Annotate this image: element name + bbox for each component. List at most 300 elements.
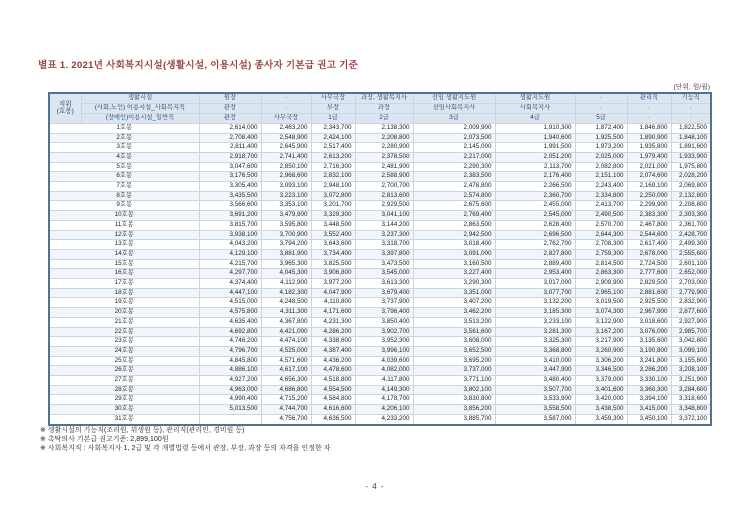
salary-cell: 3,284,600	[671, 385, 711, 395]
salary-cell: 2,678,000	[627, 249, 671, 259]
salary-cell: 2,929,500	[355, 201, 413, 211]
salary-cell: 3,018,600	[627, 317, 671, 327]
column-header: 1급	[311, 113, 355, 123]
salary-cell: 2,614,000	[199, 123, 261, 133]
grade-cell: 10호봉	[49, 211, 199, 221]
salary-cell: 3,167,200	[575, 327, 627, 337]
corner-position-grade: 직위 (호봉)	[49, 93, 81, 123]
column-header: 3급	[413, 113, 495, 123]
salary-cell: 3,587,000	[495, 414, 575, 424]
salary-cell: 3,695,200	[413, 356, 495, 366]
salary-cell: 3,561,600	[413, 327, 495, 337]
salary-cell: 3,155,800	[671, 356, 711, 366]
salary-cell: 3,462,200	[413, 308, 495, 318]
salary-cell: 3,952,300	[355, 337, 413, 347]
salary-cell: 2,863,500	[413, 220, 495, 230]
salary-cell: 2,378,500	[355, 152, 413, 162]
grade-cell: 25호봉	[49, 356, 199, 366]
column-header: 원장	[199, 93, 261, 103]
grade-cell: 26호봉	[49, 366, 199, 376]
salary-cell: 3,856,200	[413, 405, 495, 415]
salary-cell: 2,570,700	[575, 220, 627, 230]
salary-cell: 3,241,800	[627, 356, 671, 366]
salary-cell: 4,182,300	[261, 288, 311, 298]
table-row	[49, 385, 711, 395]
salary-cell: 2,428,700	[671, 230, 711, 240]
row-group-label: (장애인)이용시설_일반직	[81, 113, 199, 123]
salary-cell: 3,122,900	[575, 317, 627, 327]
salary-cell: 2,250,000	[627, 191, 671, 201]
grade-cell: 18호봉	[49, 288, 199, 298]
salary-cell: 3,190,800	[627, 346, 671, 356]
salary-cell: 2,675,600	[413, 201, 495, 211]
salary-cell: 2,645,900	[261, 143, 311, 153]
salary-cell: 3,019,500	[575, 298, 627, 308]
salary-table-header	[49, 93, 711, 123]
salary-cell: 4,171,600	[311, 308, 355, 318]
salary-cell: 2,829,500	[627, 279, 671, 289]
salary-cell: 3,410,000	[495, 356, 575, 366]
table-row	[49, 133, 711, 143]
grade-cell: 12호봉	[49, 230, 199, 240]
table-row	[49, 337, 711, 347]
salary-cell: 3,885,700	[413, 414, 495, 424]
salary-cell: 3,401,600	[575, 385, 627, 395]
salary-cell: 3,595,800	[261, 220, 311, 230]
salary-cell: 2,948,100	[311, 182, 355, 192]
salary-cell: 3,977,200	[311, 279, 355, 289]
salary-cell: 3,208,100	[671, 366, 711, 376]
salary-cell: 4,571,600	[261, 356, 311, 366]
table-row	[49, 327, 711, 337]
salary-cell: 4,117,800	[355, 376, 413, 386]
salary-cell: 2,478,800	[413, 182, 495, 192]
salary-cell: 4,374,400	[199, 279, 261, 289]
salary-cell: 2,918,700	[199, 152, 261, 162]
salary-cell: 2,208,800	[671, 201, 711, 211]
salary-cell: 2,769,400	[413, 211, 495, 221]
column-header: 선임사회복지사	[413, 103, 495, 113]
salary-cell: 2,490,500	[575, 211, 627, 221]
salary-cell: 2,832,100	[311, 172, 355, 182]
table-row	[49, 201, 711, 211]
table-row	[49, 376, 711, 386]
salary-cell: 3,318,600	[671, 395, 711, 405]
salary-cell: 3,552,400	[311, 230, 355, 240]
salary-cell: 3,513,200	[413, 317, 495, 327]
salary-cell: 2,555,600	[671, 249, 711, 259]
salary-cell: 2,927,900	[671, 317, 711, 327]
grade-cell: 17호봉	[49, 279, 199, 289]
grade-cell: 2호봉	[49, 133, 199, 143]
salary-cell: 3,815,700	[199, 220, 261, 230]
salary-cell	[199, 414, 261, 424]
column-header: 사회복지사	[495, 103, 575, 113]
salary-cell: 3,379,000	[575, 376, 627, 386]
grade-cell: 13호봉	[49, 240, 199, 250]
salary-cell: 2,617,400	[627, 240, 671, 250]
salary-cell: 1,872,400	[575, 123, 627, 133]
column-header: 사무국장	[261, 113, 311, 123]
salary-cell: 3,459,300	[575, 414, 627, 424]
salary-cell: 2,762,700	[495, 240, 575, 250]
salary-cell: 4,110,800	[311, 298, 355, 308]
salary-cell: 3,077,700	[495, 288, 575, 298]
column-header: ·	[671, 113, 711, 123]
salary-cell: 2,716,300	[311, 162, 355, 172]
salary-cell: 3,435,500	[199, 191, 261, 201]
table-row	[49, 317, 711, 327]
salary-cell: 2,814,500	[575, 259, 627, 269]
salary-cell: 3,074,300	[575, 308, 627, 318]
salary-cell: 1,925,500	[575, 133, 627, 143]
page-number: - 4 -	[365, 482, 385, 491]
salary-cell: 3,480,400	[495, 376, 575, 386]
salary-cell: 2,708,400	[199, 133, 261, 143]
salary-cell: 2,811,400	[199, 143, 261, 153]
salary-cell: 2,217,000	[413, 152, 495, 162]
salary-cell: 2,151,100	[575, 172, 627, 182]
grade-cell: 23호봉	[49, 337, 199, 347]
salary-cell: 4,845,800	[199, 356, 261, 366]
table-row	[49, 269, 711, 279]
salary-cell: 3,881,900	[261, 249, 311, 259]
salary-cell: 3,965,300	[261, 259, 311, 269]
salary-cell: 2,741,400	[261, 152, 311, 162]
salary-cell: 3,450,100	[627, 414, 671, 424]
salary-cell: 3,260,900	[575, 346, 627, 356]
salary-cell: 3,652,500	[413, 346, 495, 356]
grade-cell: 8호봉	[49, 191, 199, 201]
salary-cell: 4,387,400	[311, 346, 355, 356]
salary-cell: 2,708,300	[575, 240, 627, 250]
salary-cell: 4,043,200	[199, 240, 261, 250]
salary-cell: 3,533,900	[495, 395, 575, 405]
salary-cell: 2,145,000	[413, 143, 495, 153]
salary-cell: 3,348,800	[671, 405, 711, 415]
table-row	[49, 249, 711, 259]
salary-cell: 3,700,900	[261, 230, 311, 240]
salary-cell: 3,448,500	[311, 220, 355, 230]
salary-cell: 2,953,400	[495, 269, 575, 279]
table-row	[49, 259, 711, 269]
salary-cell: 2,985,700	[671, 327, 711, 337]
salary-cell: 3,091,000	[413, 249, 495, 259]
salary-cell: 3,802,100	[413, 385, 495, 395]
grade-cell: 7호봉	[49, 182, 199, 192]
salary-cell: 2,588,900	[355, 172, 413, 182]
salary-cell: 4,215,700	[199, 259, 261, 269]
grade-cell: 3호봉	[49, 143, 199, 153]
salary-cell: 3,643,600	[311, 240, 355, 250]
salary-cell: 2,073,500	[413, 133, 495, 143]
salary-cell: 2,863,300	[575, 269, 627, 279]
salary-cell: 3,830,800	[413, 395, 495, 405]
column-header: ·	[261, 103, 311, 113]
salary-cell: 4,248,500	[261, 298, 311, 308]
salary-cell: 4,525,000	[261, 346, 311, 356]
salary-cell: 2,724,500	[627, 259, 671, 269]
grade-cell: 31호봉	[49, 414, 199, 424]
salary-cell: 3,132,200	[495, 298, 575, 308]
salary-cell: 3,825,500	[311, 259, 355, 269]
footnote: ※ 사회복지직 : 사회복지사 1, 2급 및 각 개별법령 등에서 관장, 부장, 과장 등의 자격을 인정한 자	[40, 444, 331, 452]
salary-cell: 3,329,300	[311, 211, 355, 221]
salary-cell: 2,700,700	[355, 182, 413, 192]
salary-cell: 3,372,100	[671, 414, 711, 424]
salary-table	[48, 92, 712, 426]
salary-cell: 2,138,300	[355, 123, 413, 133]
column-header: ·	[627, 113, 671, 123]
grade-cell: 30호봉	[49, 405, 199, 415]
salary-cell: 2,517,400	[311, 143, 355, 153]
salary-cell: 2,383,500	[413, 172, 495, 182]
salary-cell: 2,613,200	[311, 152, 355, 162]
salary-cell: 3,545,000	[355, 269, 413, 279]
salary-cell: 2,779,900	[671, 288, 711, 298]
column-header: 생활지도원	[495, 93, 575, 103]
footnote: ※ 촉탁의사 기본급 권고기준: 2,899,100원	[40, 435, 169, 443]
salary-cell: 4,129,100	[199, 249, 261, 259]
salary-cell: 3,447,900	[495, 366, 575, 376]
salary-cell: 4,338,600	[311, 337, 355, 347]
table-row	[49, 143, 711, 153]
salary-cell: 3,306,200	[575, 356, 627, 366]
salary-cell: 4,045,300	[261, 269, 311, 279]
salary-cell: 3,346,500	[575, 366, 627, 376]
grade-cell: 16호봉	[49, 269, 199, 279]
salary-cell: 4,421,000	[261, 327, 311, 337]
salary-cell: 1,973,200	[575, 143, 627, 153]
column-header: 관리직	[627, 93, 671, 103]
footnotes	[40, 427, 331, 453]
table-row	[49, 308, 711, 318]
salary-cell: 3,902,700	[355, 327, 413, 337]
grade-cell: 5호봉	[49, 162, 199, 172]
grade-cell: 21호봉	[49, 317, 199, 327]
salary-cell: 3,415,000	[627, 405, 671, 415]
salary-cell: 3,394,100	[627, 395, 671, 405]
salary-cell: 2,069,800	[671, 182, 711, 192]
salary-cell: 2,967,900	[627, 308, 671, 318]
salary-cell: 3,018,400	[413, 240, 495, 250]
salary-cell: 4,206,100	[355, 405, 413, 415]
salary-cell: 2,266,500	[495, 182, 575, 192]
grade-cell: 19호봉	[49, 298, 199, 308]
column-header: 과장	[355, 103, 413, 113]
table-row	[49, 172, 711, 182]
salary-cell: 3,438,500	[575, 405, 627, 415]
salary-cell: 2,243,400	[575, 182, 627, 192]
table-row	[49, 211, 711, 221]
column-header: 관장	[199, 113, 261, 123]
salary-cell: 2,025,000	[575, 152, 627, 162]
salary-cell: 3,227,400	[413, 269, 495, 279]
salary-cell: 1,979,400	[627, 152, 671, 162]
salary-cell: 3,185,300	[495, 308, 575, 318]
salary-cell: 4,692,800	[199, 327, 261, 337]
salary-cell: 1,975,800	[671, 162, 711, 172]
salary-cell: 3,558,500	[495, 405, 575, 415]
grade-cell: 4호봉	[49, 152, 199, 162]
salary-cell: 2,169,100	[627, 182, 671, 192]
salary-cell: 3,281,300	[495, 327, 575, 337]
salary-cell: 4,149,300	[355, 385, 413, 395]
salary-cell: 2,299,900	[627, 201, 671, 211]
salary-cell: 2,424,100	[311, 133, 355, 143]
salary-cell: 3,737,000	[413, 366, 495, 376]
salary-cell: 3,691,200	[199, 211, 261, 221]
table-row	[49, 220, 711, 230]
table-row	[49, 191, 711, 201]
salary-cell: 3,407,200	[413, 298, 495, 308]
salary-cell: 3,938,100	[199, 230, 261, 240]
salary-cell: 3,420,000	[575, 395, 627, 405]
salary-cell: 2,965,100	[575, 288, 627, 298]
table-row	[49, 414, 711, 424]
salary-cell: 2,290,300	[413, 162, 495, 172]
salary-cell: 3,906,800	[311, 269, 355, 279]
salary-cell: 2,968,600	[261, 172, 311, 182]
salary-cell: 4,311,300	[261, 308, 311, 318]
salary-cell: 2,383,300	[627, 211, 671, 221]
salary-cell: 3,072,800	[311, 191, 355, 201]
unit-label: (단위: 원/월)	[673, 84, 710, 91]
table-row	[49, 230, 711, 240]
salary-cell: 2,334,800	[575, 191, 627, 201]
salary-cell: 2,827,800	[495, 249, 575, 259]
salary-cell: 1,848,100	[671, 133, 711, 143]
column-header: 2급	[355, 113, 413, 123]
table-row	[49, 366, 711, 376]
salary-cell: 4,047,900	[311, 288, 355, 298]
salary-cell: 3,734,400	[311, 249, 355, 259]
salary-cell: 2,009,900	[413, 123, 495, 133]
salary-cell: 4,367,800	[261, 317, 311, 327]
salary-cell: 2,813,600	[355, 191, 413, 201]
column-header: 4급	[495, 113, 575, 123]
salary-cell: 3,233,100	[495, 317, 575, 327]
salary-cell: 4,515,000	[199, 298, 261, 308]
salary-cell: 3,093,100	[261, 182, 311, 192]
salary-cell: 3,507,700	[495, 385, 575, 395]
salary-cell: 2,467,800	[627, 220, 671, 230]
salary-cell: 3,397,800	[355, 249, 413, 259]
salary-cell: 4,112,900	[261, 279, 311, 289]
salary-cell: 3,351,000	[413, 288, 495, 298]
column-header: ·	[261, 93, 311, 103]
salary-cell: 1,822,500	[671, 123, 711, 133]
column-header: 기능직	[671, 93, 711, 103]
salary-cell: 3,794,200	[261, 240, 311, 250]
table-row	[49, 288, 711, 298]
salary-cell: 3,041,100	[355, 211, 413, 221]
salary-cell: 2,074,600	[627, 172, 671, 182]
salary-cell: 3,047,600	[199, 162, 261, 172]
salary-cell: 1,890,900	[627, 133, 671, 143]
salary-cell: 3,796,400	[355, 308, 413, 318]
salary-cell: 4,746,200	[199, 337, 261, 347]
salary-cell: 2,463,200	[261, 123, 311, 133]
grade-cell: 6호봉	[49, 172, 199, 182]
salary-cell: 3,251,900	[671, 376, 711, 386]
footnote: ※ 생활시설의 기능직(조리원, 위생원 등), 관리직(관리인, 경비원 등)	[40, 427, 245, 434]
salary-cell: 3,850,400	[355, 317, 413, 327]
salary-cell: 3,473,500	[355, 259, 413, 269]
salary-cell: 1,910,300	[495, 123, 575, 133]
salary-cell: 1,891,600	[671, 143, 711, 153]
column-header: ·	[575, 103, 627, 113]
grade-cell: 29호봉	[49, 395, 199, 405]
salary-cell: 2,696,500	[495, 230, 575, 240]
salary-cell: 4,286,200	[311, 327, 355, 337]
table-row	[49, 346, 711, 356]
salary-cell: 4,715,200	[261, 395, 311, 405]
salary-cell: 2,832,900	[671, 298, 711, 308]
salary-cell: 4,635,400	[199, 317, 261, 327]
salary-cell: 4,656,300	[261, 376, 311, 386]
salary-cell: 3,099,100	[671, 346, 711, 356]
salary-cell: 3,318,700	[355, 240, 413, 250]
table-row	[49, 152, 711, 162]
table-row	[49, 182, 711, 192]
salary-cell: 4,927,200	[199, 376, 261, 386]
salary-cell: 2,925,500	[627, 298, 671, 308]
salary-cell: 2,942,500	[413, 230, 495, 240]
salary-cell: 4,616,600	[311, 405, 355, 415]
salary-cell: 2,113,700	[495, 162, 575, 172]
column-header: 과장, 생활복지사	[355, 93, 413, 103]
salary-cell: 3,076,000	[627, 327, 671, 337]
salary-table-body	[49, 123, 711, 424]
column-header: 선임 생활지도원	[413, 93, 495, 103]
salary-cell: 2,499,300	[671, 240, 711, 250]
salary-cell: 4,233,200	[355, 414, 413, 424]
salary-cell: 4,990,400	[199, 395, 261, 405]
grade-cell: 27호봉	[49, 376, 199, 386]
grade-cell: 15호봉	[49, 259, 199, 269]
salary-cell: 2,051,200	[495, 152, 575, 162]
page-title: 별표 1. 2021년 사회복지시설(생활시설, 이용시설) 종사자 기본급 권고 기준	[38, 60, 359, 71]
salary-cell: 2,544,600	[627, 230, 671, 240]
salary-cell: 4,297,700	[199, 269, 261, 279]
salary-cell: 4,447,100	[199, 288, 261, 298]
row-group-label: 생활시설	[81, 93, 199, 103]
salary-cell: 3,479,900	[261, 211, 311, 221]
column-header: ·	[575, 93, 627, 103]
table-row	[49, 240, 711, 250]
salary-cell: 4,584,800	[311, 395, 355, 405]
salary-cell: 2,909,900	[575, 279, 627, 289]
salary-cell: 2,132,800	[671, 191, 711, 201]
salary-cell: 3,305,400	[199, 182, 261, 192]
salary-cell: 2,280,900	[355, 143, 413, 153]
table-row	[49, 298, 711, 308]
table-row	[49, 395, 711, 405]
column-header: ·	[671, 103, 711, 113]
salary-cell: 2,574,800	[413, 191, 495, 201]
salary-cell: 3,679,400	[355, 288, 413, 298]
salary-cell: 2,413,700	[575, 201, 627, 211]
salary-cell: 4,886,100	[199, 366, 261, 376]
salary-cell: 1,940,600	[495, 133, 575, 143]
salary-cell: 3,613,300	[355, 279, 413, 289]
table-row	[49, 405, 711, 415]
salary-cell: 2,703,000	[671, 279, 711, 289]
grade-cell: 20호봉	[49, 308, 199, 318]
salary-cell: 4,231,300	[311, 317, 355, 327]
row-group-label: (사회,노인) 이용시설_사회복지직	[81, 103, 199, 113]
